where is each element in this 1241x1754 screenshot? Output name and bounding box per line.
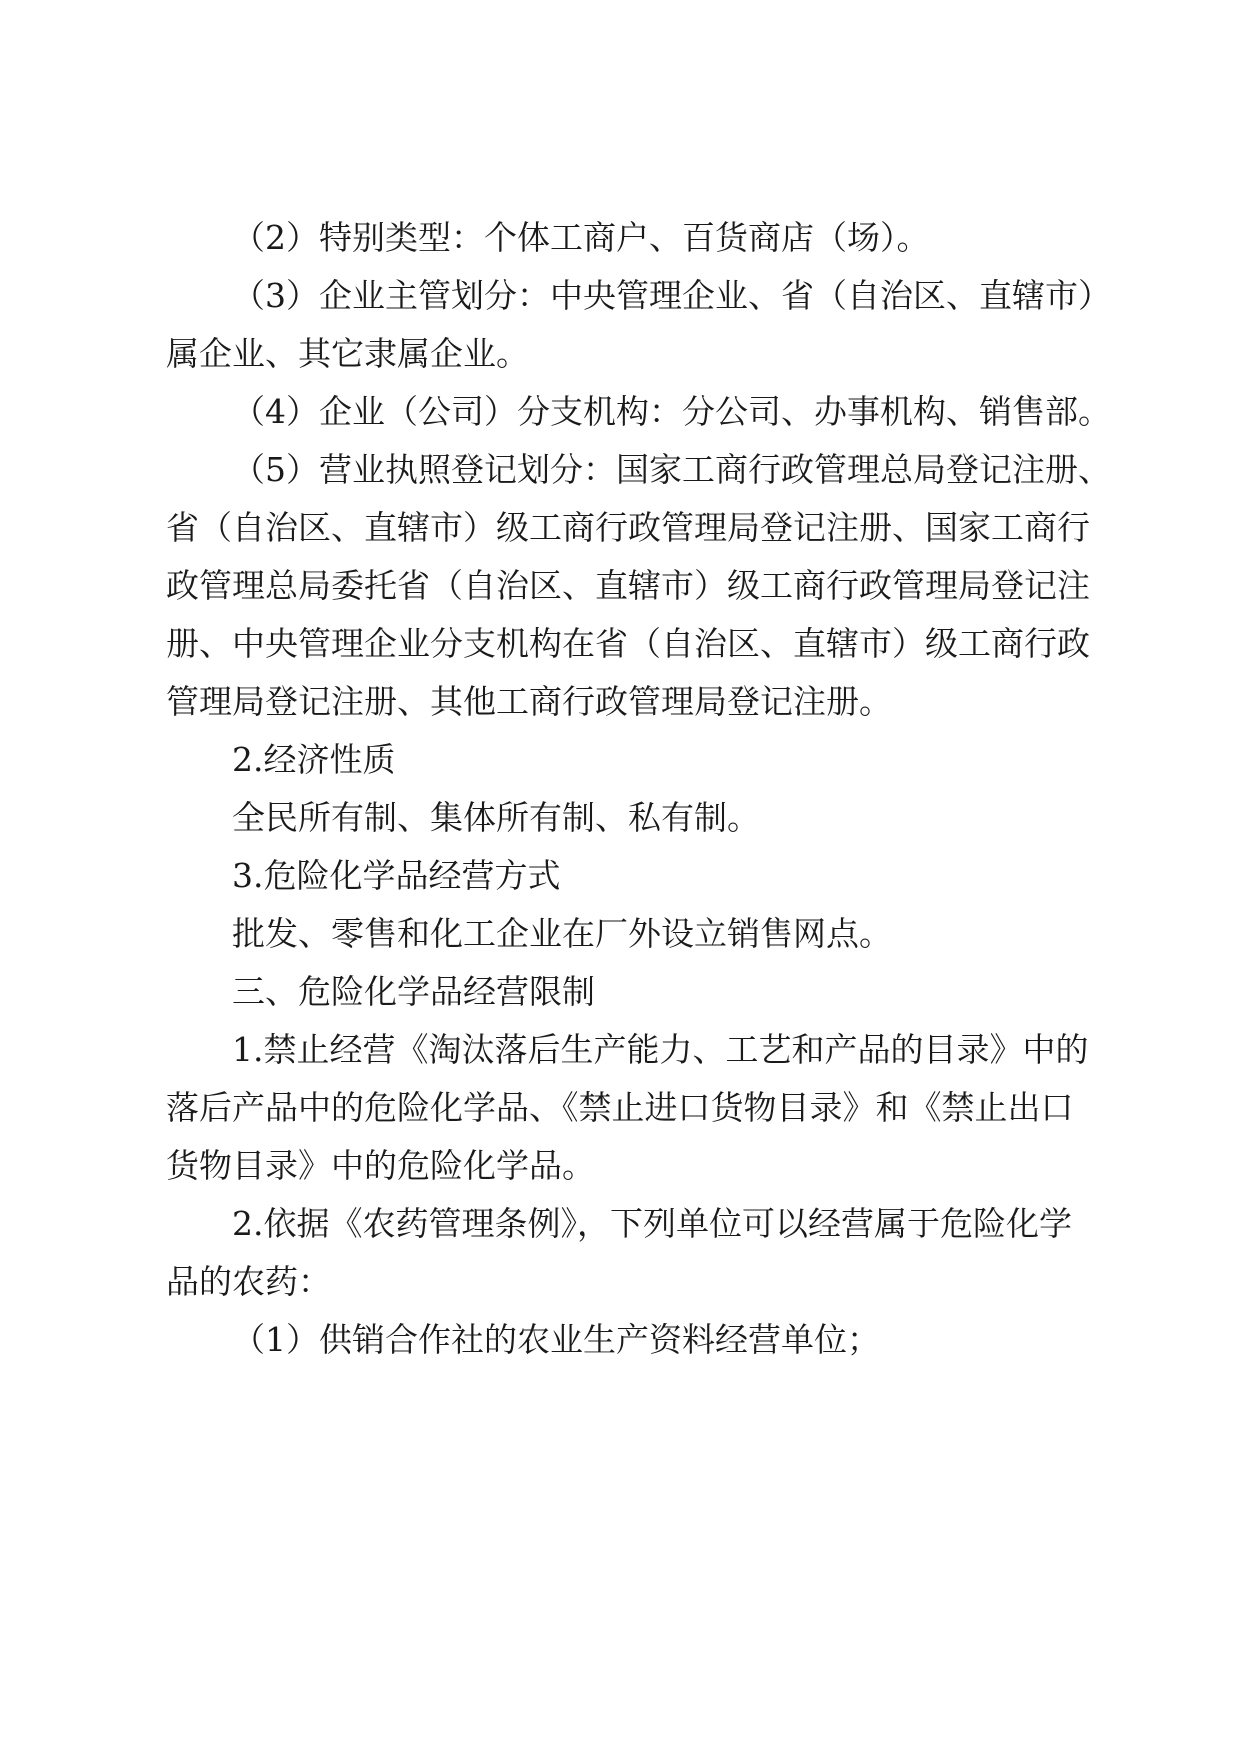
paragraph-line: 属企业、其它隶属企业。	[166, 334, 529, 373]
section-heading: 三、危险化学品经营限制	[232, 972, 595, 1011]
paragraph-line: 省（自治区、直辖市）级工商行政管理局登记注册、国家工商行	[166, 508, 1090, 547]
paragraph-line: （2）特别类型：个体工商户、百货商店（场）。	[232, 218, 930, 257]
paragraph-line: 批发、零售和化工企业在厂外设立销售网点。	[232, 914, 892, 953]
paragraph-line: 货物目录》中的危险化学品。	[166, 1146, 595, 1185]
section-heading: 2.经济性质	[232, 740, 396, 779]
paragraph-line: 册、中央管理企业分支机构在省（自治区、直辖市）级工商行政	[166, 624, 1090, 663]
paragraph-line: 品的农药：	[166, 1262, 331, 1301]
paragraph-line: （4）企业（公司）分支机构：分公司、办事机构、销售部。	[232, 392, 1111, 431]
paragraph-line: 落后产品中的危险化学品、《禁止进口货物目录》和《禁止出口	[166, 1088, 1074, 1127]
section-heading: 3.危险化学品经营方式	[232, 856, 561, 895]
paragraph-line: （3）企业主管划分：中央管理企业、省（自治区、直辖市）	[232, 276, 1111, 315]
paragraph-line: 全民所有制、集体所有制、私有制。	[232, 798, 760, 837]
paragraph-line: （5）营业执照登记划分：国家工商行政管理总局登记注册、	[232, 450, 1111, 489]
paragraph-line: 1.禁止经营《淘汰落后生产能力、工艺和产品的目录》中的	[232, 1030, 1089, 1069]
paragraph-line: 管理局登记注册、其他工商行政管理局登记注册。	[166, 682, 892, 721]
paragraph-line: 2.依据《农药管理条例》，下列单位可以经营属于危险化学	[232, 1204, 1072, 1243]
paragraph-line: 政管理总局委托省（自治区、直辖市）级工商行政管理局登记注	[166, 566, 1090, 605]
paragraph-line: （1）供销合作社的农业生产资料经营单位；	[232, 1320, 880, 1359]
